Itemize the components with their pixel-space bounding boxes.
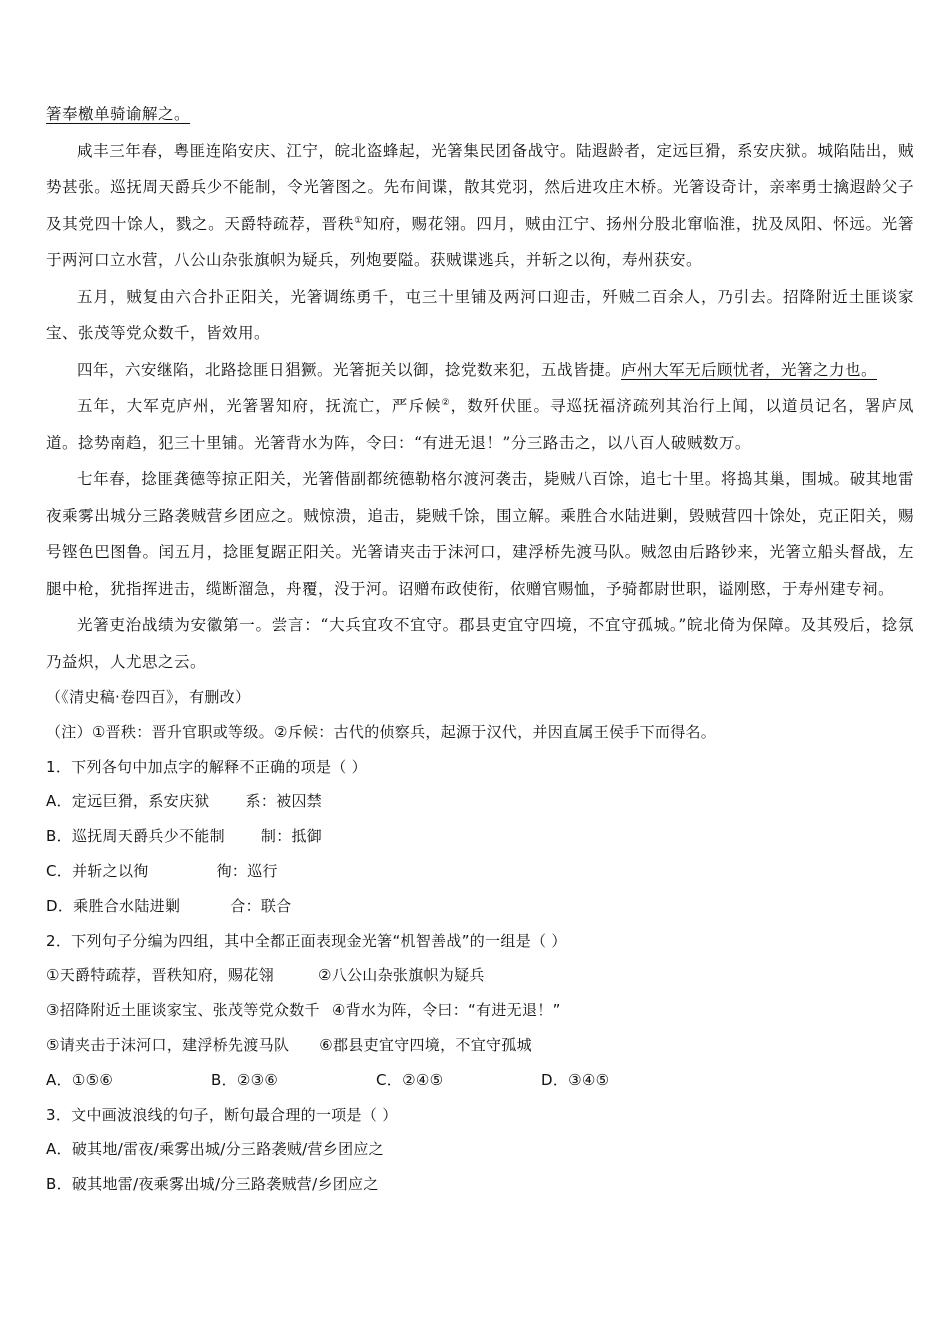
q2-item-6: ⑥郡县吏宜守四境，不宜守孤城: [319, 1035, 532, 1054]
q3-option-a[interactable]: A．破其地/雷夜/乘雾出城/分三路袭贼/营乡团应之: [46, 1140, 384, 1159]
footnote-mark-1: ①: [354, 215, 363, 226]
paragraph-1-text-a: 咸丰三年春，粤匪连陷安庆、江宁，皖北盗蜂起，光箸集民团备战守。陆遐龄者，定远巨猾，系安庆狱。城陷陆出，贼势甚张。巡抚周天爵兵少不能制，令光箸图之。先布间谍，散其党羽，然后进攻庄木桥。光箸设奇计，亲率勇士擒遐龄父子及其党四十馀人，戮之。天爵特疏荐，晋秩: [46, 141, 914, 233]
q2-options: [46, 1063, 914, 1098]
paragraph-4: [46, 388, 914, 461]
paragraph-3-text: 四年，六安继陷，北路捻匪日猖獗。光箸扼关以御，捻党数来犯，五战皆捷。: [77, 360, 622, 379]
paragraph-5-text: 七年春，捻匪龚德等掠正阳关，光箸偕副都统德勒格尔渡河袭击，毙贼八百馀，追七十里。将捣其巢，围城。破其地雷夜乘雾出城分三路袭贼营乡团应之。贼惊溃，追击，毙贼千馀，围立解。乘胜合水陆进剿，毁贼营四十馀处，克正阳关，赐号铿色巴图鲁。闰五月，捻匪复踞正阳关。光箸请夹击于沫河口，建浮桥先渡马队。贼忽由后路钞来，光箸立船头督战，左腿中枪，犹指挥进击，缆断溜急，舟覆，没于河。诏赠布政使衔，依赠官赐恤，予骑都尉世职，谥刚愍，于寿州建专祠。: [46, 470, 914, 598]
q1-option-b[interactable]: [46, 819, 914, 854]
q1-option-d-text: D．乘胜合水陆进剿: [46, 896, 181, 915]
paragraph-6: [46, 607, 914, 680]
q2-option-c[interactable]: C．②④⑤: [376, 1070, 444, 1089]
q2-items-row-1: [46, 958, 914, 993]
q2-option-b[interactable]: B．②③⑥: [211, 1070, 279, 1089]
q1-option-c[interactable]: [46, 854, 914, 889]
paragraph-5: [46, 461, 914, 607]
q1-option-b-text: B．巡抚周天爵兵少不能制: [46, 827, 225, 846]
q2-option-a[interactable]: A．①⑤⑥: [46, 1070, 114, 1089]
footnote-mark-2: ②: [441, 397, 451, 408]
paragraph-1-text-b: 知府，赐花翎。四月，贼由江宁、扬州分股北窜临淮，扰及凤阳、怀远。光箸于两河口立水营，八公山杂张旗帜为疑兵，列炮要隘。获贼谍逃兵，并斩之以徇，寿州获安。: [46, 214, 914, 269]
paragraph-2: [46, 279, 914, 352]
underlined-sentence: 庐州大军无后顾忧者，光箸之力也。: [621, 360, 878, 379]
paragraph-4-text-b: ，数歼伏匪。寻巡抚福济疏列其治行上闻，以道员记名，署庐凤道。捻势南趋，犯三十里铺。光箸背水为阵，令曰：“有进无退！”分三路击之，以八百人破贼数万。: [46, 397, 914, 452]
document-page: [46, 96, 914, 1202]
continued-line: [46, 96, 914, 133]
q2-item-1: ①天爵特疏荐，晋秩知府，赐花翎: [46, 966, 274, 985]
q1-option-c-text: C．并斩之以徇: [46, 861, 149, 880]
q1-option-a[interactable]: [46, 784, 914, 819]
q1-option-c-gloss: 徇：巡行: [216, 861, 278, 880]
paragraph-4-text-a: 五年，大军克庐州，光箸署知府，抚流亡，严斥候: [77, 397, 442, 415]
q1-option-b-gloss: 制：抵御: [260, 827, 323, 846]
paragraph-6-text: 光箸吏治战绩为安徽第一。尝言：“大兵宜攻不宜守。郡县吏宜守四境，不宜守孤城。”皖北倚为保障。及其殁后，捻氛乃益炽，人尤思之云。: [46, 616, 914, 671]
source-line: （《清史稿·卷四百》，有删改）: [46, 688, 251, 706]
question-1-stem: 1．下列各句中加点字的解释不正确的项是（ ）: [46, 757, 367, 776]
q2-item-2: ②八公山杂张旗帜为疑兵: [317, 966, 485, 985]
q2-items-row-2: [46, 993, 914, 1028]
q2-item-5: ⑤请夹击于沫河口，建浮桥先渡马队: [46, 1035, 290, 1054]
question-3-stem: 3．文中画波浪线的句子，断句最合理的一项是（ ）: [46, 1105, 398, 1124]
q2-items-row-3: [46, 1028, 914, 1063]
question-2-stem: 2．下列句子分编为四组，其中全都正面表现金光箸“机智善战”的一组是（ ）: [46, 931, 567, 950]
notes-line: （注）①晋秩：晋升官职或等级。②斥候：古代的侦察兵，起源于汉代，并因直属王侯手下而得名。: [46, 722, 717, 741]
q2-option-d[interactable]: D．③④⑤: [541, 1070, 610, 1089]
paragraph-1: [46, 133, 914, 279]
q2-item-4: ④背水为阵，令曰：“有进无退！”: [331, 1001, 561, 1020]
q1-option-a-text: A．定远巨猾，系安庆狱: [46, 792, 210, 811]
continued-line-text: 箸奉檄单骑谕解之。: [46, 105, 191, 123]
q1-option-d[interactable]: [46, 889, 914, 924]
q1-option-d-gloss: 合：联合: [230, 896, 292, 915]
paragraph-3: [46, 352, 914, 389]
q1-option-a-gloss: 系：被囚禁: [245, 792, 323, 811]
paragraph-2-text: 五月，贼复由六合扑正阳关，光箸调练勇千，屯三十里铺及两河口迎击，歼贼二百余人，乃引去。招降附近土匪谈家宝、张茂等党众数千，皆效用。: [46, 287, 914, 342]
q3-option-b[interactable]: B．破其地雷/夜乘雾出城/分三路袭贼营/乡团应之: [46, 1175, 379, 1194]
q2-item-3: ③招降附近土匪谈家宝、张茂等党众数千: [46, 1001, 320, 1020]
